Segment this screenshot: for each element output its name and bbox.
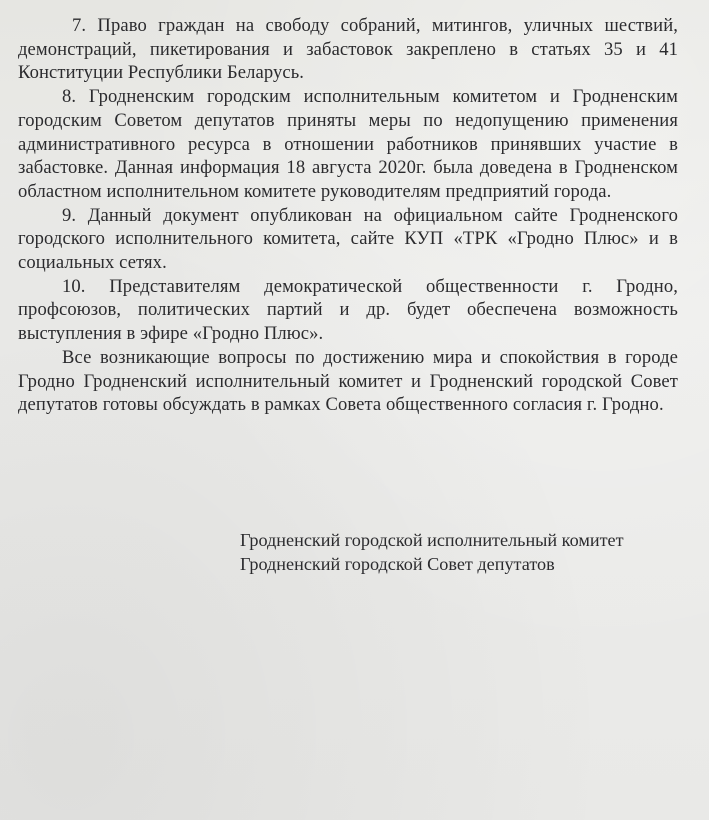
- paragraph-7: 7. Право граждан на свободу собраний, митингов, уличных шествий, демонстраций, пикетирования и забастовок закреплено в статьях 35 и 41 Конституции Республики Беларусь.: [18, 15, 678, 84]
- paragraph-10: 10. Представителям демократической общественности г. Гродно, профсоюзов, политических партий и др. будет обеспечена возможность выступления в эфире «Гродно Плюс».: [18, 275, 678, 345]
- document-body: [18, 14, 678, 417]
- paragraph-9: 9. Данный документ опубликован на официальном сайте Гродненского городского исполнительного комитета, сайте КУП «ТРК «Гродно Плюс» и в социальных сетях.: [18, 204, 678, 274]
- signature-line-executive-committee: Гродненский городской исполнительный комитет: [240, 530, 624, 550]
- paragraph-8: 8. Гродненским городским исполнительным комитетом и Гродненским городским Советом депутатов приняты меры по недопущению применения административного ресурса в отношении работников принявших участие в забастовке. Данная информация 18 августа 2020г. была доведена в Гродненском областном исполнительном комитете руководителям предприятий города.: [18, 86, 678, 202]
- signature-line-council-of-deputies: Гродненский городской Совет депутатов: [240, 553, 555, 574]
- signature-block: [240, 529, 690, 576]
- closing-paragraph: Все возникающие вопросы по достижению мира и спокойствия в городе Гродно Гродненский исполнительный комитет и Гродненский городской Совет депутатов готовы обсуждать в рамках Совета общественного согласия г. Гродно.: [18, 346, 678, 416]
